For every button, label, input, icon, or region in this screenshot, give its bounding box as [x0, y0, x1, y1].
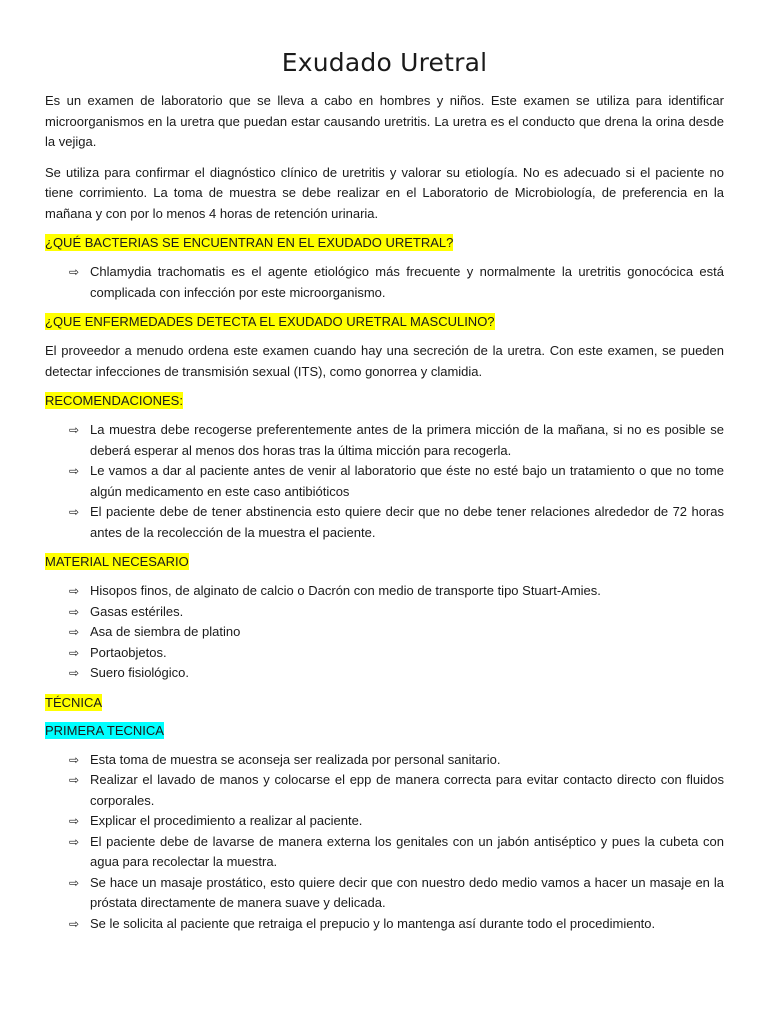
right-arrow-outline-icon: ⇨ [69, 666, 80, 680]
list-item-text: Se hace un masaje prostático, esto quiere decir que con nuestro dedo medio vamos a hacer un masaje en la próstata directamente de manera suave y delicada. [90, 874, 724, 910]
section-heading-enfermedades [45, 313, 724, 331]
intro-paragraph-1: Es un examen de laboratorio que se lleva a cabo en hombres y niños. Este examen se utiliza para identificar microorganismos en la uretra que puedan estar causando uretritis. La uretra es el conducto que drena la orina desde la vejiga. [45, 93, 724, 149]
right-arrow-outline-icon: ⇨ [69, 604, 80, 619]
list-item-text: Chlamydia trachomatis es el agente etiológico más frecuente y normalmente la uretritis gonocócica está complicada con infección por este microorganismo. [90, 264, 724, 300]
list-item-text: Esta toma de muestra se aconseja ser realizada por personal sanitario. [90, 751, 501, 767]
sub-heading-primera-tecnica [45, 722, 724, 740]
list-item-text: El paciente debe de tener abstinencia esto quiere decir que no debe tener relaciones alrededor de 72 horas antes de la recolección de la muestra el paciente. [90, 504, 724, 540]
list-item-text: Hisopos finos, de alginato de calcio o Dacrón con medio de transporte tipo Stuart-Amies. [90, 583, 601, 598]
material-list [45, 581, 724, 684]
section-heading-tecnica [45, 694, 724, 712]
heading-text: PRIMERA TECNICA [45, 722, 164, 738]
list-item-text: Asa de siembra de platino [90, 624, 241, 639]
right-arrow-outline-icon: ⇨ [69, 875, 80, 890]
right-arrow-outline-icon: ⇨ [69, 773, 80, 787]
list-item [45, 914, 724, 935]
list-item [45, 643, 724, 664]
right-arrow-outline-icon: ⇨ [69, 814, 80, 828]
intro-paragraph-2: Se utiliza para confirmar el diagnóstico clínico de uretritis y valorar su etiología. No es adecuado si el paciente no tiene corrimiento. La toma de muestra se debe realizar en el Laboratorio de Microbiología, de preferencia en la mañana y con por lo menos 4 horas de retención urinaria. [45, 164, 724, 221]
list-item-text: Se le solicita al paciente que retraiga el prepucio y lo mantenga así durante todo el procedimiento. [90, 915, 656, 931]
section-heading-recomendaciones [45, 392, 724, 410]
heading-text: RECOMENDACIONES: [45, 393, 183, 408]
right-arrow-outline-icon: ⇨ [69, 505, 80, 519]
right-arrow-outline-icon: ⇨ [69, 464, 80, 478]
list-item-text: Realizar el lavado de manos y colocarse el epp de manera correcta para evitar contacto directo con fluidos corporales. [90, 772, 724, 808]
list-item [45, 602, 724, 623]
list-item-text: El paciente debe de lavarse de manera externa los genitales con un jabón antiséptico y pues la cubeta con agua para recolectar la muestra. [90, 833, 724, 869]
list-item-text: Explicar el procedimiento a realizar al paciente. [90, 813, 363, 828]
right-arrow-outline-icon: ⇨ [69, 265, 80, 279]
list-item-text: Gasas estériles. [90, 603, 184, 619]
list-item [45, 750, 724, 771]
heading-text: ¿QUÉ BACTERIAS SE ENCUENTRAN EN EL EXUDADO URETRAL? [45, 235, 454, 250]
list-item [45, 581, 724, 602]
list-item [45, 420, 724, 461]
right-arrow-outline-icon: ⇨ [69, 423, 80, 437]
list-item [45, 770, 724, 811]
heading-text: MATERIAL NECESARIO [45, 554, 189, 569]
list-item [45, 873, 724, 914]
list-item-text: Suero fisiológico. [90, 665, 189, 680]
tecnica-list [45, 750, 724, 935]
section-heading-bacterias [45, 234, 724, 252]
list-item [45, 461, 724, 502]
right-arrow-outline-icon: ⇨ [69, 752, 80, 767]
right-arrow-outline-icon: ⇨ [69, 584, 80, 598]
list-item-text: Le vamos a dar al paciente antes de venir al laboratorio que éste no esté bajo un tratamiento o que no tome algún medicamento en este caso antibióticos [90, 463, 724, 499]
heading-text: ¿QUE ENFERMEDADES DETECTA EL EXUDADO URETRAL MASCULINO? [45, 314, 495, 329]
list-item [45, 663, 724, 684]
right-arrow-outline-icon: ⇨ [69, 834, 80, 849]
list-item [45, 811, 724, 832]
recomendaciones-list [45, 420, 724, 543]
list-item [45, 262, 724, 303]
list-item [45, 502, 724, 543]
bacterias-list [45, 262, 724, 303]
right-arrow-outline-icon: ⇨ [69, 645, 80, 660]
list-item [45, 832, 724, 873]
list-item-text: La muestra debe recogerse preferentemente antes de la primera micción de la mañana, si no es posible se deberá esperar al menos dos horas tras la última micción para recogerla. [90, 422, 724, 458]
right-arrow-outline-icon: ⇨ [69, 625, 80, 639]
list-item-text: Portaobjetos. [90, 644, 167, 660]
right-arrow-outline-icon: ⇨ [69, 916, 80, 931]
list-item [45, 622, 724, 643]
section-heading-material [45, 553, 724, 571]
enfermedades-paragraph: El proveedor a menudo ordena este examen cuando hay una secreción de la uretra. Con este examen, se pueden detectar infecciones de transmisión sexual (ITS), como gonorrea y clamidia. [45, 343, 724, 379]
page-title: Exudado Uretral [281, 48, 488, 77]
heading-text: TÉCNICA [45, 694, 103, 710]
